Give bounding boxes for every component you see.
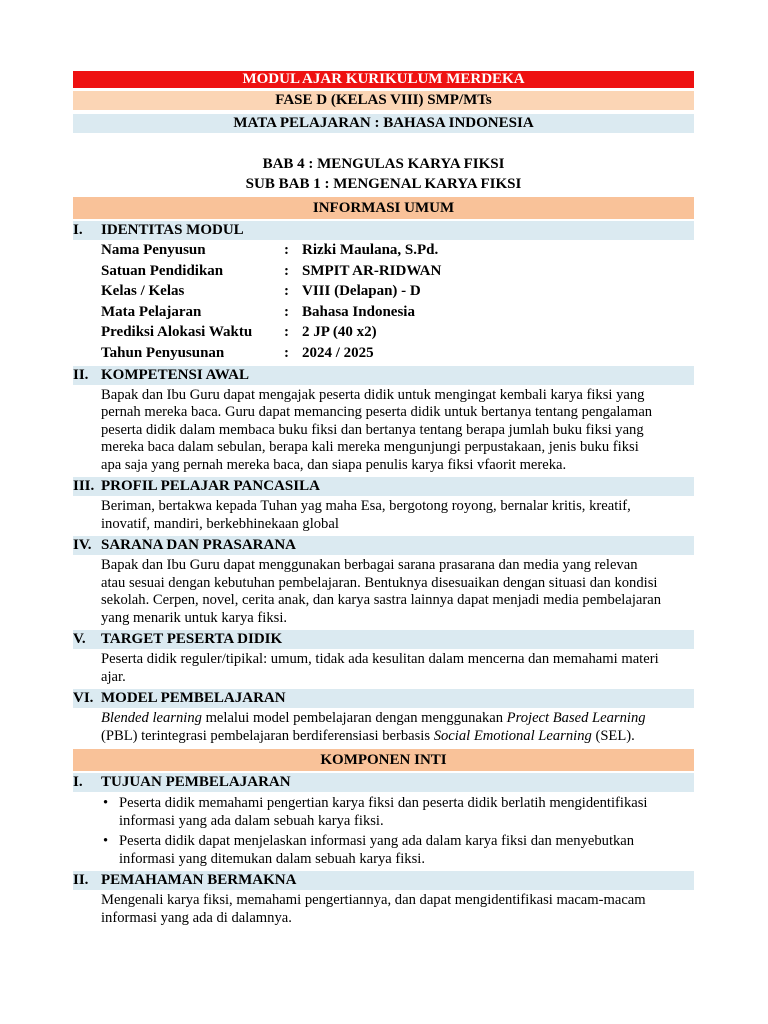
section-number: II. <box>73 872 89 889</box>
identitas-label: Mata Pelajaran <box>101 303 202 320</box>
paragraph-line: Beriman, bertakwa kepada Tuhan yag maha Esa, bergotong royong, bernalar kritis, kreatif, <box>101 498 631 515</box>
text-span: (SEL). <box>591 727 635 744</box>
identitas-value: 2024 / 2025 <box>302 344 374 361</box>
section-number: I. <box>73 222 83 238</box>
list-item-line: informasi yang ada dalam sebuah karya fiksi. <box>119 812 384 829</box>
sarana-paragraph <box>101 555 694 628</box>
identitas-colon: : <box>284 262 289 279</box>
identitas-value: Bahasa Indonesia <box>302 303 415 320</box>
tujuan-heading <box>73 773 694 792</box>
model-heading <box>73 689 694 708</box>
model-paragraph <box>101 708 694 746</box>
identitas-colon: : <box>284 242 289 258</box>
section-number: I. <box>73 774 83 791</box>
text-span: melalui model pembelajaran dengan menggunakan <box>201 710 507 727</box>
paragraph-line: inovatif, mandiri, berkebhinekaan global <box>101 515 339 532</box>
pemahaman-heading <box>73 871 694 890</box>
identitas-heading <box>73 221 694 240</box>
list-item <box>101 795 694 830</box>
list-item-line: informasi yang ditemukan dalam sebuah karya fiksi. <box>119 850 425 867</box>
target-paragraph <box>101 649 694 687</box>
paragraph-line: mereka baca dalam sebulan, berapa kali mereka mengunjungi perpustakaan, jenis buku fiksi <box>101 439 639 456</box>
paragraph-line: Peserta didik reguler/tipikal: umum, tidak ada kesulitan dalam mencerna dan memahami materi <box>101 651 659 668</box>
identitas-value: 2 JP (40 x2) <box>302 324 377 341</box>
section-number: II. <box>73 366 89 383</box>
identitas-value: VIII (Delapan) - D <box>302 283 421 300</box>
paragraph-line: Mengenali karya fiksi, memahami pengertiannya, dan dapat mengidentifikasi macam-macam <box>101 892 646 909</box>
paragraph-line: apa saja yang pernah mereka baca, dan siapa penulis karya fiksi vfaorit mereka. <box>101 456 567 473</box>
identitas-colon: : <box>284 283 289 300</box>
komponen-inti-heading: KOMPONEN INTI <box>73 749 694 771</box>
identitas-row <box>101 261 694 282</box>
target-heading <box>73 630 694 649</box>
identitas-row <box>101 322 694 343</box>
section-number: VI. <box>73 690 94 707</box>
italic-term: Social Emotional Learning <box>433 727 592 744</box>
italic-term: Blended learning <box>101 710 202 727</box>
section-title: PEMAHAMAN BERMAKNA <box>101 872 297 889</box>
identitas-label: Prediksi Alokasi Waktu <box>101 324 253 341</box>
paragraph-line <box>101 728 694 746</box>
kompetensi-paragraph <box>101 385 694 476</box>
paragraph-line: Bapak dan Ibu Guru dapat menggunakan berbagai sarana prasarana dan media yang relevan <box>101 557 638 574</box>
section-number: IV. <box>73 537 92 554</box>
list-item <box>101 833 694 868</box>
section-title: KOMPETENSI AWAL <box>101 366 249 383</box>
identitas-label: Nama Penyusun <box>101 242 206 258</box>
paragraph-line: informasi yang ada di dalamnya. <box>101 909 292 926</box>
identitas-row <box>101 343 694 364</box>
paragraph-line: yang menarik untuk karya fiksi. <box>101 609 288 626</box>
identitas-label: Kelas / Kelas <box>101 283 185 300</box>
tujuan-list <box>101 795 694 868</box>
profil-heading <box>73 477 694 496</box>
paragraph-line <box>101 710 694 728</box>
section-title: SARANA DAN PRASARANA <box>101 537 297 554</box>
subchapter-title: SUB BAB 1 : MENGENAL KARYA FIKSI <box>245 176 522 192</box>
paragraph-line: peserta didik dalam membaca buku fiksi dan bertanya tentang berapa jumlah buku fiksi yang <box>101 421 644 438</box>
subject-label: MATA PELAJARAN : BAHASA INDONESIA <box>73 114 694 133</box>
list-item-line: Peserta didik memahami pengertian karya fiksi dan peserta didik berlatih mengidentifikasi <box>119 795 648 812</box>
kompetensi-heading <box>73 366 694 385</box>
section-title: TUJUAN PEMBELAJARAN <box>101 774 291 791</box>
profil-paragraph <box>101 496 694 534</box>
section-number: V. <box>73 631 86 648</box>
document-page <box>73 71 694 928</box>
identitas-colon: : <box>284 324 289 341</box>
section-title: PROFIL PELAJAR PANCASILA <box>101 478 320 495</box>
identitas-colon: : <box>284 344 289 361</box>
pemahaman-paragraph <box>101 890 694 928</box>
paragraph-line: atau sesuai dengan kebutuhan pembelajaran. Bentuknya disesuaikan dengan situasi dan kondisi <box>101 574 658 591</box>
bullet-icon: • <box>103 833 109 850</box>
identitas-label: Satuan Pendidikan <box>101 262 224 279</box>
section-title: MODEL PEMBELAJARAN <box>101 690 286 707</box>
list-item-line: Peserta didik dapat menjelaskan informasi yang ada dalam karya fiksi dan menyebutkan <box>119 833 635 850</box>
identitas-label: Tahun Penyusunan <box>101 344 225 361</box>
paragraph-line: sekolah. Cerpen, novel, cerita anak, dan karya sastra lainnya dapat menjadi media pembelajaran <box>101 592 661 609</box>
informasi-umum-heading: INFORMASI UMUM <box>73 197 694 219</box>
section-title: TARGET PESERTA DIDIK <box>101 631 283 648</box>
chapter-title: BAB 4 : MENGULAS KARYA FIKSI <box>262 156 505 172</box>
identitas-value: Rizki Maulana, S.Pd. <box>302 242 439 258</box>
sarana-heading <box>73 536 694 555</box>
identitas-row <box>101 240 694 261</box>
paragraph-line: pernah mereka baca. Guru dapat memancing peserta didik untuk bertanya tentang pengalaman <box>101 404 653 421</box>
identitas-colon: : <box>284 303 289 320</box>
section-title: IDENTITAS MODUL <box>101 222 244 238</box>
identitas-table <box>101 240 694 364</box>
text-span: (PBL) terintegrasi pembelajaran berdiferensiasi berbasis <box>101 727 434 744</box>
identitas-value: SMPIT AR-RIDWAN <box>302 262 442 279</box>
paragraph-line: Bapak dan Ibu Guru dapat mengajak peserta didik untuk mengingat kembali karya fiksi yang <box>101 386 645 403</box>
bullet-icon: • <box>103 795 109 812</box>
module-title: MODUL AJAR KURIKULUM MERDEKA <box>73 71 694 88</box>
paragraph-line: ajar. <box>101 668 126 685</box>
section-number: III. <box>73 478 95 495</box>
fase-label: FASE D (KELAS VIII) SMP/MTs <box>73 91 694 110</box>
italic-term: Project Based Learning <box>506 710 646 727</box>
identitas-row <box>101 281 694 302</box>
identitas-row <box>101 302 694 323</box>
